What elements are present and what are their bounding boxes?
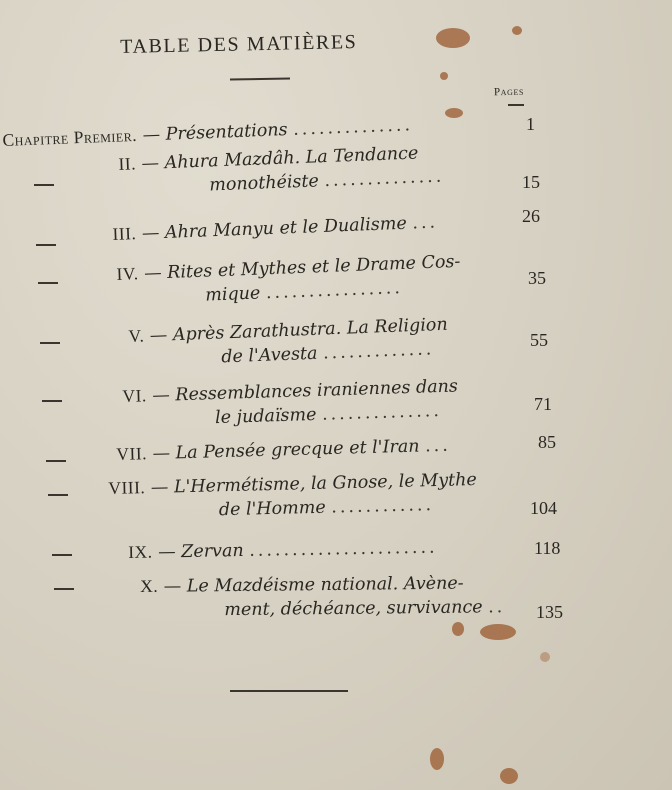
toc-entry	[122, 373, 459, 433]
page-number: 15	[522, 172, 540, 192]
chapter-title: Après Zarathustra. La Religion	[172, 314, 449, 346]
chapter-number: IX.	[128, 541, 153, 562]
toc-entry	[118, 140, 445, 201]
chapter-number: II.	[118, 153, 137, 174]
page-number: 104	[530, 498, 557, 518]
chapter-title: Présentations	[165, 120, 288, 145]
chapter-title: Le Mazdéisme national. Avène-	[186, 573, 464, 597]
chapter-number: III.	[112, 223, 137, 244]
entry-dash: —	[150, 477, 169, 498]
chapter-number: X.	[140, 575, 159, 596]
ditto-dash	[40, 342, 60, 344]
toc-entry	[116, 249, 462, 311]
chapter-title-continued: mique	[204, 283, 261, 306]
toc-entry	[128, 535, 438, 565]
page-number: 135	[536, 602, 563, 622]
toc-entry	[140, 570, 505, 623]
chapter-title-continued: de l'Avesta	[220, 343, 318, 368]
page-number: 1	[526, 114, 535, 134]
page-number: 55	[530, 330, 548, 350]
chapter-title-continued: le judaïsme	[214, 404, 317, 429]
ditto-dash	[52, 554, 72, 556]
foxing-stain	[512, 26, 522, 35]
bottom-rule	[230, 690, 348, 692]
leader-dots: ............	[331, 495, 435, 518]
page-number: 71	[534, 394, 552, 414]
leader-dots: ................	[265, 278, 404, 304]
entry-dash: —	[152, 385, 171, 407]
chapter-title-continued: ment, déchéance, survivance	[224, 597, 483, 621]
foxing-stain	[440, 72, 448, 80]
pages-column-header: Pages	[493, 85, 525, 99]
chapter-title: Ahura Mazdâh. La Tendance	[164, 143, 419, 174]
ditto-dash	[48, 494, 68, 496]
page-number: 35	[528, 268, 546, 288]
foxing-stain	[436, 28, 470, 48]
leader-dots: .............	[322, 339, 435, 364]
ditto-dash	[34, 184, 54, 186]
leader-dots: ......................	[249, 537, 438, 561]
entry-dash: —	[141, 153, 160, 175]
chapter-number: VI.	[122, 385, 148, 406]
chapter-number: VIII.	[108, 477, 146, 498]
leader-dots: ..............	[324, 166, 445, 192]
chapter-title: La Pensée grecque et l'Iran	[175, 436, 420, 464]
foxing-stain	[480, 624, 516, 640]
toc-entry	[108, 467, 478, 525]
toc-entry	[128, 312, 449, 373]
chapter-title-continued: de l'Homme	[218, 497, 326, 521]
chapter-title-continued: monothéiste	[208, 171, 320, 196]
ditto-dash	[54, 588, 74, 590]
leader-dots: ..	[488, 597, 506, 618]
foxing-stain	[445, 108, 463, 118]
pages-header-rule	[508, 104, 524, 106]
leader-dots: ...	[424, 435, 452, 457]
page-number: 85	[538, 432, 556, 452]
ditto-dash	[36, 244, 56, 246]
entry-dash: —	[163, 576, 182, 597]
chapter-title: Ressemblances iraniennes dans	[175, 376, 459, 406]
chapter-prefix: Chapitre Premier.	[2, 124, 138, 150]
entry-dash: —	[149, 325, 168, 347]
chapter-number: IV.	[116, 263, 139, 284]
chapter-title: L'Hermétisme, la Gnose, le Mythe	[173, 469, 477, 498]
ditto-dash	[42, 400, 62, 402]
toc-entry	[116, 433, 451, 467]
chapter-title: Zervan	[181, 540, 244, 563]
chapter-title: Ahra Manyu et le Dualisme	[164, 213, 408, 243]
entry-dash: —	[152, 443, 171, 464]
foxing-stain	[540, 652, 550, 662]
page-number: 26	[522, 206, 540, 226]
chapter-title: Rites et Mythes et le Drame Cos-	[166, 251, 461, 284]
ditto-dash	[38, 282, 58, 284]
entry-dash: —	[142, 124, 161, 146]
toc-entry	[112, 209, 438, 246]
entry-dash: —	[157, 542, 176, 563]
foxing-stain	[500, 768, 518, 784]
entry-dash: —	[143, 263, 163, 284]
page-number: 118	[534, 538, 561, 558]
foxing-stain	[430, 748, 444, 770]
title-rule	[230, 77, 290, 80]
ditto-dash	[46, 460, 66, 462]
leader-dots: ..............	[292, 115, 414, 140]
foxing-stain	[452, 622, 464, 636]
leader-dots: ..............	[321, 400, 443, 425]
entry-dash: —	[141, 223, 160, 244]
chapter-number: VII.	[116, 443, 148, 464]
chapter-number: V.	[128, 325, 145, 346]
leader-dots: ...	[411, 212, 439, 234]
page-title: TABLE DES MATIÈRES	[120, 31, 358, 58]
